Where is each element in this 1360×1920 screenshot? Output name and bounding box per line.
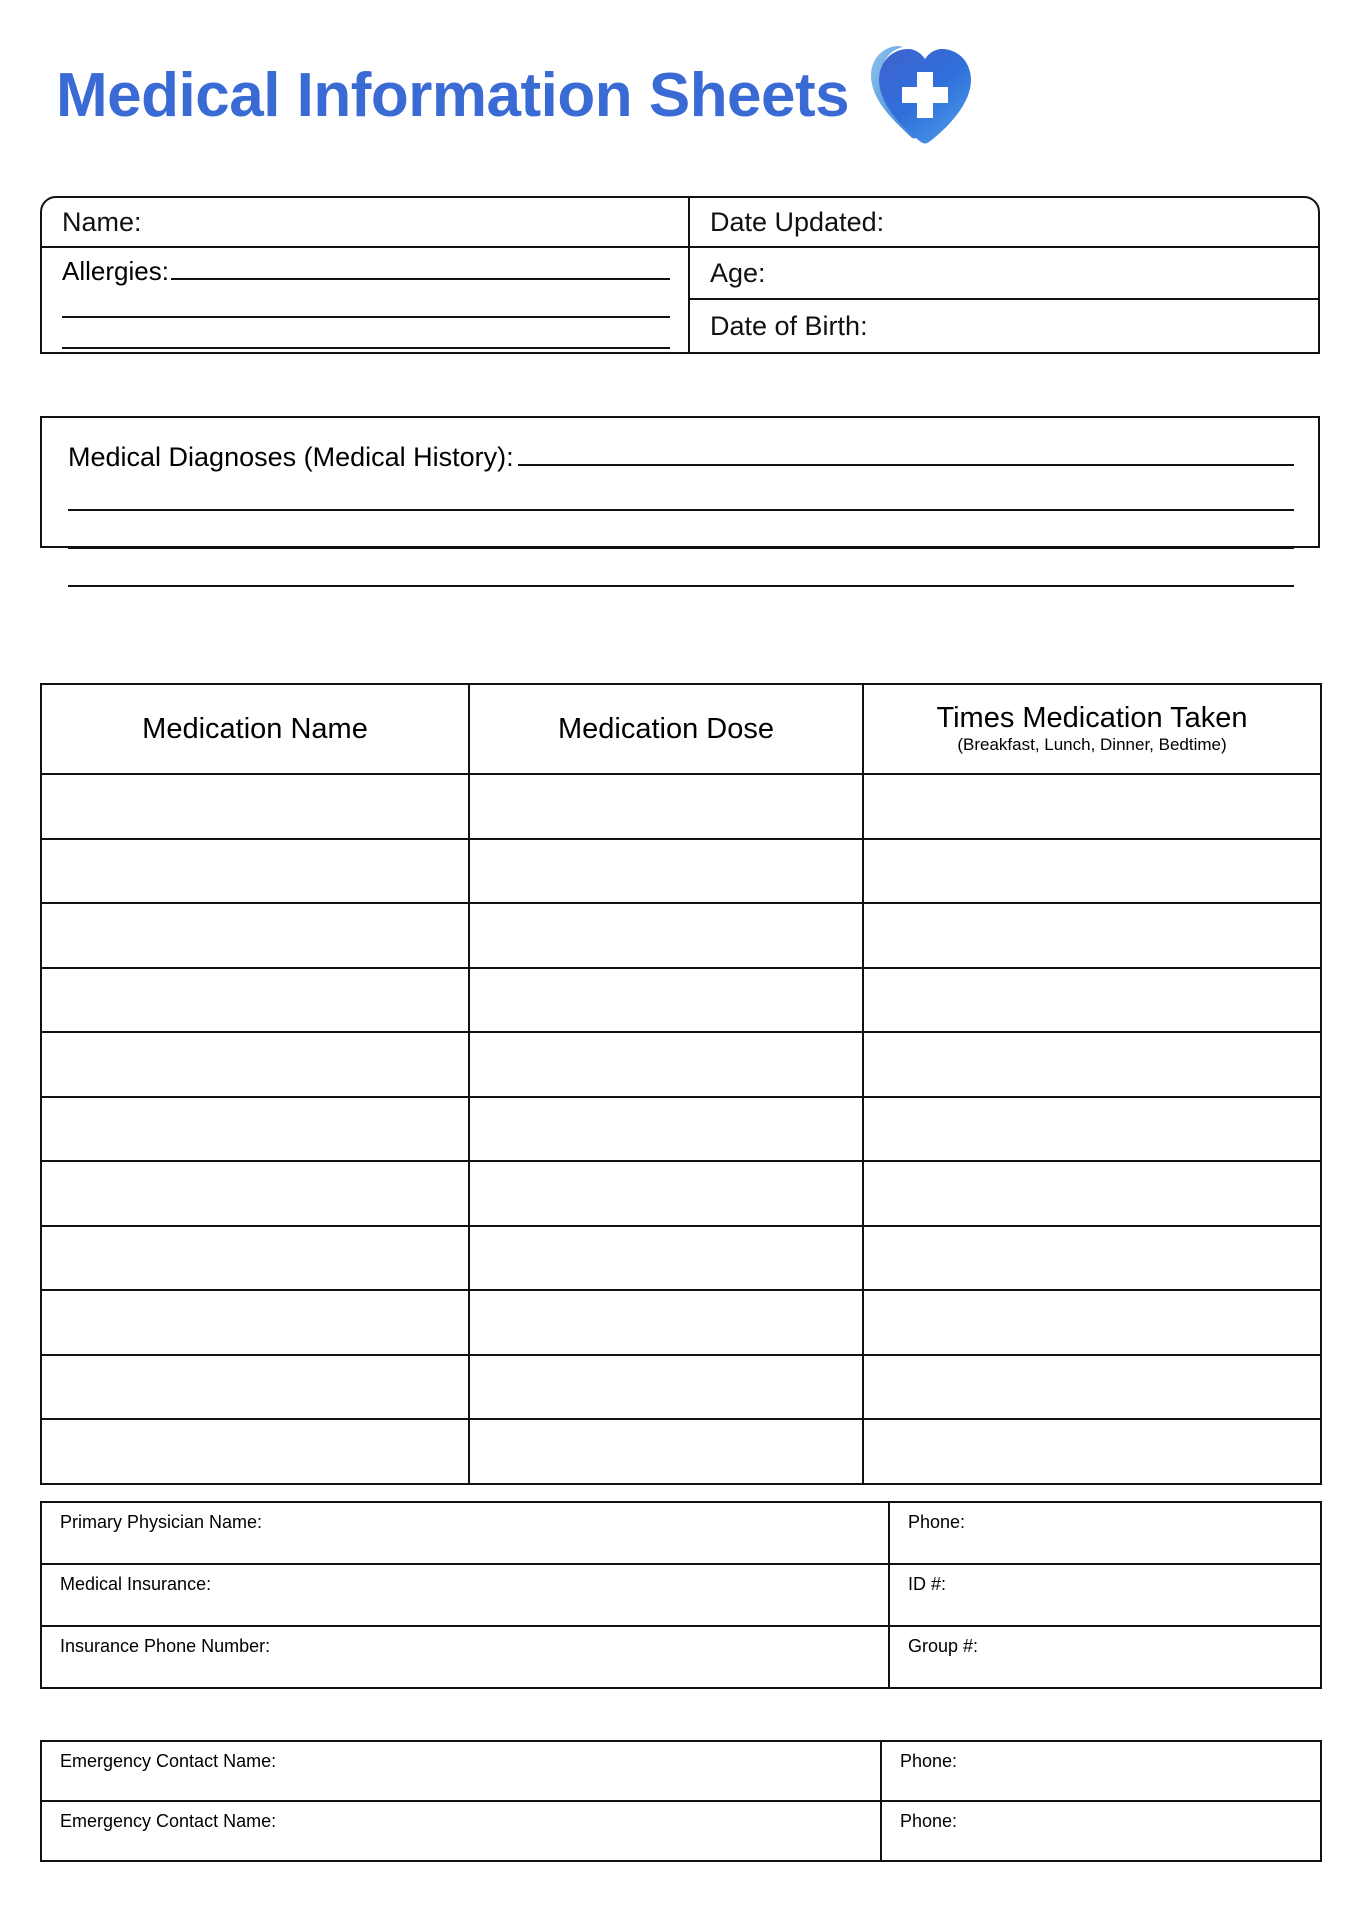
medication-name-cell[interactable]	[41, 1290, 469, 1355]
emergency-contact-phone-field-0[interactable]: Phone:	[881, 1741, 1321, 1801]
heart-cross-icon	[865, 42, 977, 146]
identity-left-column	[42, 198, 690, 352]
medication-table-row	[41, 968, 1321, 1033]
medication-table-row	[41, 1032, 1321, 1097]
medication-dose-cell[interactable]	[469, 1355, 863, 1420]
times-medication-taken-cell[interactable]	[863, 968, 1321, 1033]
times-medication-taken-cell[interactable]	[863, 774, 1321, 839]
times-medication-taken-cell[interactable]	[863, 1355, 1321, 1420]
medication-name-cell[interactable]	[41, 839, 469, 904]
insurance-right-field-0[interactable]: Phone:	[889, 1502, 1321, 1564]
patient-identity-block	[40, 196, 1320, 354]
name-label: Name:	[62, 206, 142, 237]
times-medication-taken-cell[interactable]	[863, 1290, 1321, 1355]
medication-name-cell[interactable]	[41, 1032, 469, 1097]
medication-dose-cell[interactable]	[469, 1161, 863, 1226]
emergency-contact-block	[40, 1740, 1322, 1862]
medication-name-cell[interactable]	[41, 1161, 469, 1226]
diagnoses-write-line-4[interactable]	[68, 549, 1294, 587]
medication-dose-cell[interactable]	[469, 1290, 863, 1355]
insurance-row	[41, 1626, 1321, 1688]
medication-name-cell[interactable]	[41, 1226, 469, 1291]
insurance-block	[40, 1501, 1322, 1689]
medication-dose-header-title: Medication Dose	[558, 712, 774, 745]
times-medication-taken-cell[interactable]	[863, 1161, 1321, 1226]
medication-table-row	[41, 1097, 1321, 1162]
allergies-write-line-2[interactable]	[62, 287, 670, 318]
date-updated-field-row[interactable]	[690, 198, 1318, 248]
date-updated-label: Date Updated:	[710, 206, 885, 237]
medication-dose-cell[interactable]	[469, 903, 863, 968]
medical-diagnoses-block[interactable]	[40, 416, 1320, 548]
insurance-row	[41, 1564, 1321, 1626]
insurance-right-field-1[interactable]: ID #:	[889, 1564, 1321, 1626]
times-medication-taken-cell[interactable]	[863, 1419, 1321, 1484]
medication-name-cell[interactable]	[41, 903, 469, 968]
medication-table	[40, 683, 1322, 1485]
emergency-contact-name-field-0[interactable]: Emergency Contact Name:	[41, 1741, 881, 1801]
medication-name-cell[interactable]	[41, 1355, 469, 1420]
medication-table-row	[41, 839, 1321, 904]
allergies-field-row[interactable]	[42, 248, 688, 352]
times-medication-taken-header-subtitle: (Breakfast, Lunch, Dinner, Bedtime)	[957, 734, 1227, 754]
medication-dose-cell[interactable]	[469, 1226, 863, 1291]
medication-dose-cell[interactable]	[469, 774, 863, 839]
medication-dose-header	[469, 684, 863, 774]
diagnoses-write-line-3[interactable]	[68, 511, 1294, 549]
age-label: Age:	[710, 257, 766, 288]
times-medication-taken-cell[interactable]	[863, 1032, 1321, 1097]
age-field-row[interactable]	[690, 248, 1318, 300]
medical-diagnoses-label: Medical Diagnoses (Medical History):	[68, 442, 514, 472]
times-medication-taken-cell[interactable]	[863, 903, 1321, 968]
medication-dose-cell[interactable]	[469, 1097, 863, 1162]
insurance-body	[41, 1502, 1321, 1688]
allergies-write-line-1[interactable]	[171, 256, 670, 280]
medication-dose-cell[interactable]	[469, 968, 863, 1033]
date-of-birth-label: Date of Birth:	[710, 310, 868, 341]
page-title: Medical Information Sheets	[56, 61, 850, 130]
insurance-row	[41, 1502, 1321, 1564]
medication-table-row	[41, 1355, 1321, 1420]
medication-name-cell[interactable]	[41, 1097, 469, 1162]
medication-name-cell[interactable]	[41, 1419, 469, 1484]
emergency-contact-row	[41, 1801, 1321, 1861]
medication-table-header-row	[41, 684, 1321, 774]
name-field-row[interactable]	[42, 198, 688, 248]
medication-table-row	[41, 1419, 1321, 1484]
times-medication-taken-cell[interactable]	[863, 839, 1321, 904]
medication-table-row	[41, 1290, 1321, 1355]
emergency-contact-name-field-1[interactable]: Emergency Contact Name:	[41, 1801, 881, 1861]
medication-dose-cell[interactable]	[469, 839, 863, 904]
times-medication-taken-header	[863, 684, 1321, 774]
times-medication-taken-cell[interactable]	[863, 1097, 1321, 1162]
allergies-label: Allergies:	[62, 256, 169, 286]
insurance-left-field-0[interactable]: Primary Physician Name:	[41, 1502, 889, 1564]
diagnoses-write-line-2[interactable]	[68, 473, 1294, 511]
times-medication-taken-header-title: Times Medication Taken	[936, 702, 1248, 735]
medication-table-row	[41, 774, 1321, 839]
allergies-write-line-3[interactable]	[62, 318, 670, 349]
date-of-birth-field-row[interactable]	[690, 300, 1318, 352]
medication-name-header	[41, 684, 469, 774]
diagnoses-write-line-1[interactable]	[518, 440, 1294, 466]
medication-name-cell[interactable]	[41, 968, 469, 1033]
page-header	[56, 46, 1320, 146]
medication-name-cell[interactable]	[41, 774, 469, 839]
medication-table-row	[41, 1226, 1321, 1291]
medication-table-row	[41, 903, 1321, 968]
medication-table-body	[41, 774, 1321, 1484]
insurance-right-field-2[interactable]: Group #:	[889, 1626, 1321, 1688]
times-medication-taken-cell[interactable]	[863, 1226, 1321, 1291]
emergency-contact-body	[41, 1741, 1321, 1861]
emergency-contact-phone-field-1[interactable]: Phone:	[881, 1801, 1321, 1861]
insurance-left-field-1[interactable]: Medical Insurance:	[41, 1564, 889, 1626]
emergency-contact-row	[41, 1741, 1321, 1801]
medication-name-header-title: Medication Name	[142, 712, 368, 745]
medication-dose-cell[interactable]	[469, 1032, 863, 1097]
medication-dose-cell[interactable]	[469, 1419, 863, 1484]
medication-table-row	[41, 1161, 1321, 1226]
insurance-left-field-2[interactable]: Insurance Phone Number:	[41, 1626, 889, 1688]
identity-right-column	[690, 198, 1318, 352]
